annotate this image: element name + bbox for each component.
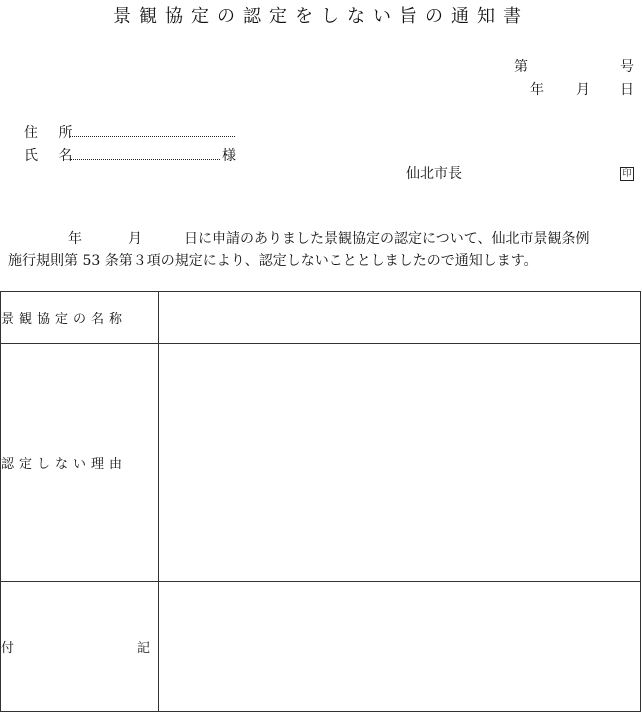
document-title: 景観協定の認定をしない旨の通知書 <box>113 6 529 27</box>
remarks-label-right: 記 <box>136 641 150 656</box>
body-year: 年 <box>68 231 82 247</box>
agreement-name-label: 景観協定の名称 <box>1 312 128 327</box>
body-text-1: 日に申請のありました景観協定の認定について、仙北市景観条例 <box>184 231 590 247</box>
name-honorific: 様 <box>222 148 236 164</box>
table-row <box>1 344 641 582</box>
table-row <box>1 292 641 344</box>
table-label-cell <box>1 344 159 582</box>
rejection-reason-label: 認定しない理由 <box>1 457 128 472</box>
table-row <box>1 582 641 712</box>
notice-table <box>0 291 641 712</box>
body-month: 月 <box>128 231 142 247</box>
agreement-name-value <box>159 292 641 344</box>
name-line <box>70 147 220 164</box>
issuer-title: 仙北市長 <box>406 166 462 182</box>
date-month: 月 <box>576 82 590 98</box>
name-label: 氏 名 <box>24 148 81 164</box>
remarks-label <box>1 637 158 656</box>
body-line-2: 施行規則第 53 条第３項の規定により、認定しないこととしましたので通知します。 <box>8 253 538 269</box>
body-line-1 <box>8 228 589 250</box>
address-label: 住 所 <box>24 125 81 141</box>
remarks-label-left: 付 <box>1 641 15 656</box>
remarks-value <box>159 582 641 712</box>
address-line <box>70 124 235 141</box>
rejection-reason-value <box>159 344 641 582</box>
table-label-cell <box>1 582 159 712</box>
date-day: 日 <box>620 82 634 98</box>
seal-mark: 印 <box>620 167 634 181</box>
number-suffix: 号 <box>620 59 634 75</box>
date-year: 年 <box>530 82 544 98</box>
number-prefix: 第 <box>514 59 528 75</box>
table-label-cell <box>1 292 159 344</box>
official-seal <box>620 164 634 181</box>
